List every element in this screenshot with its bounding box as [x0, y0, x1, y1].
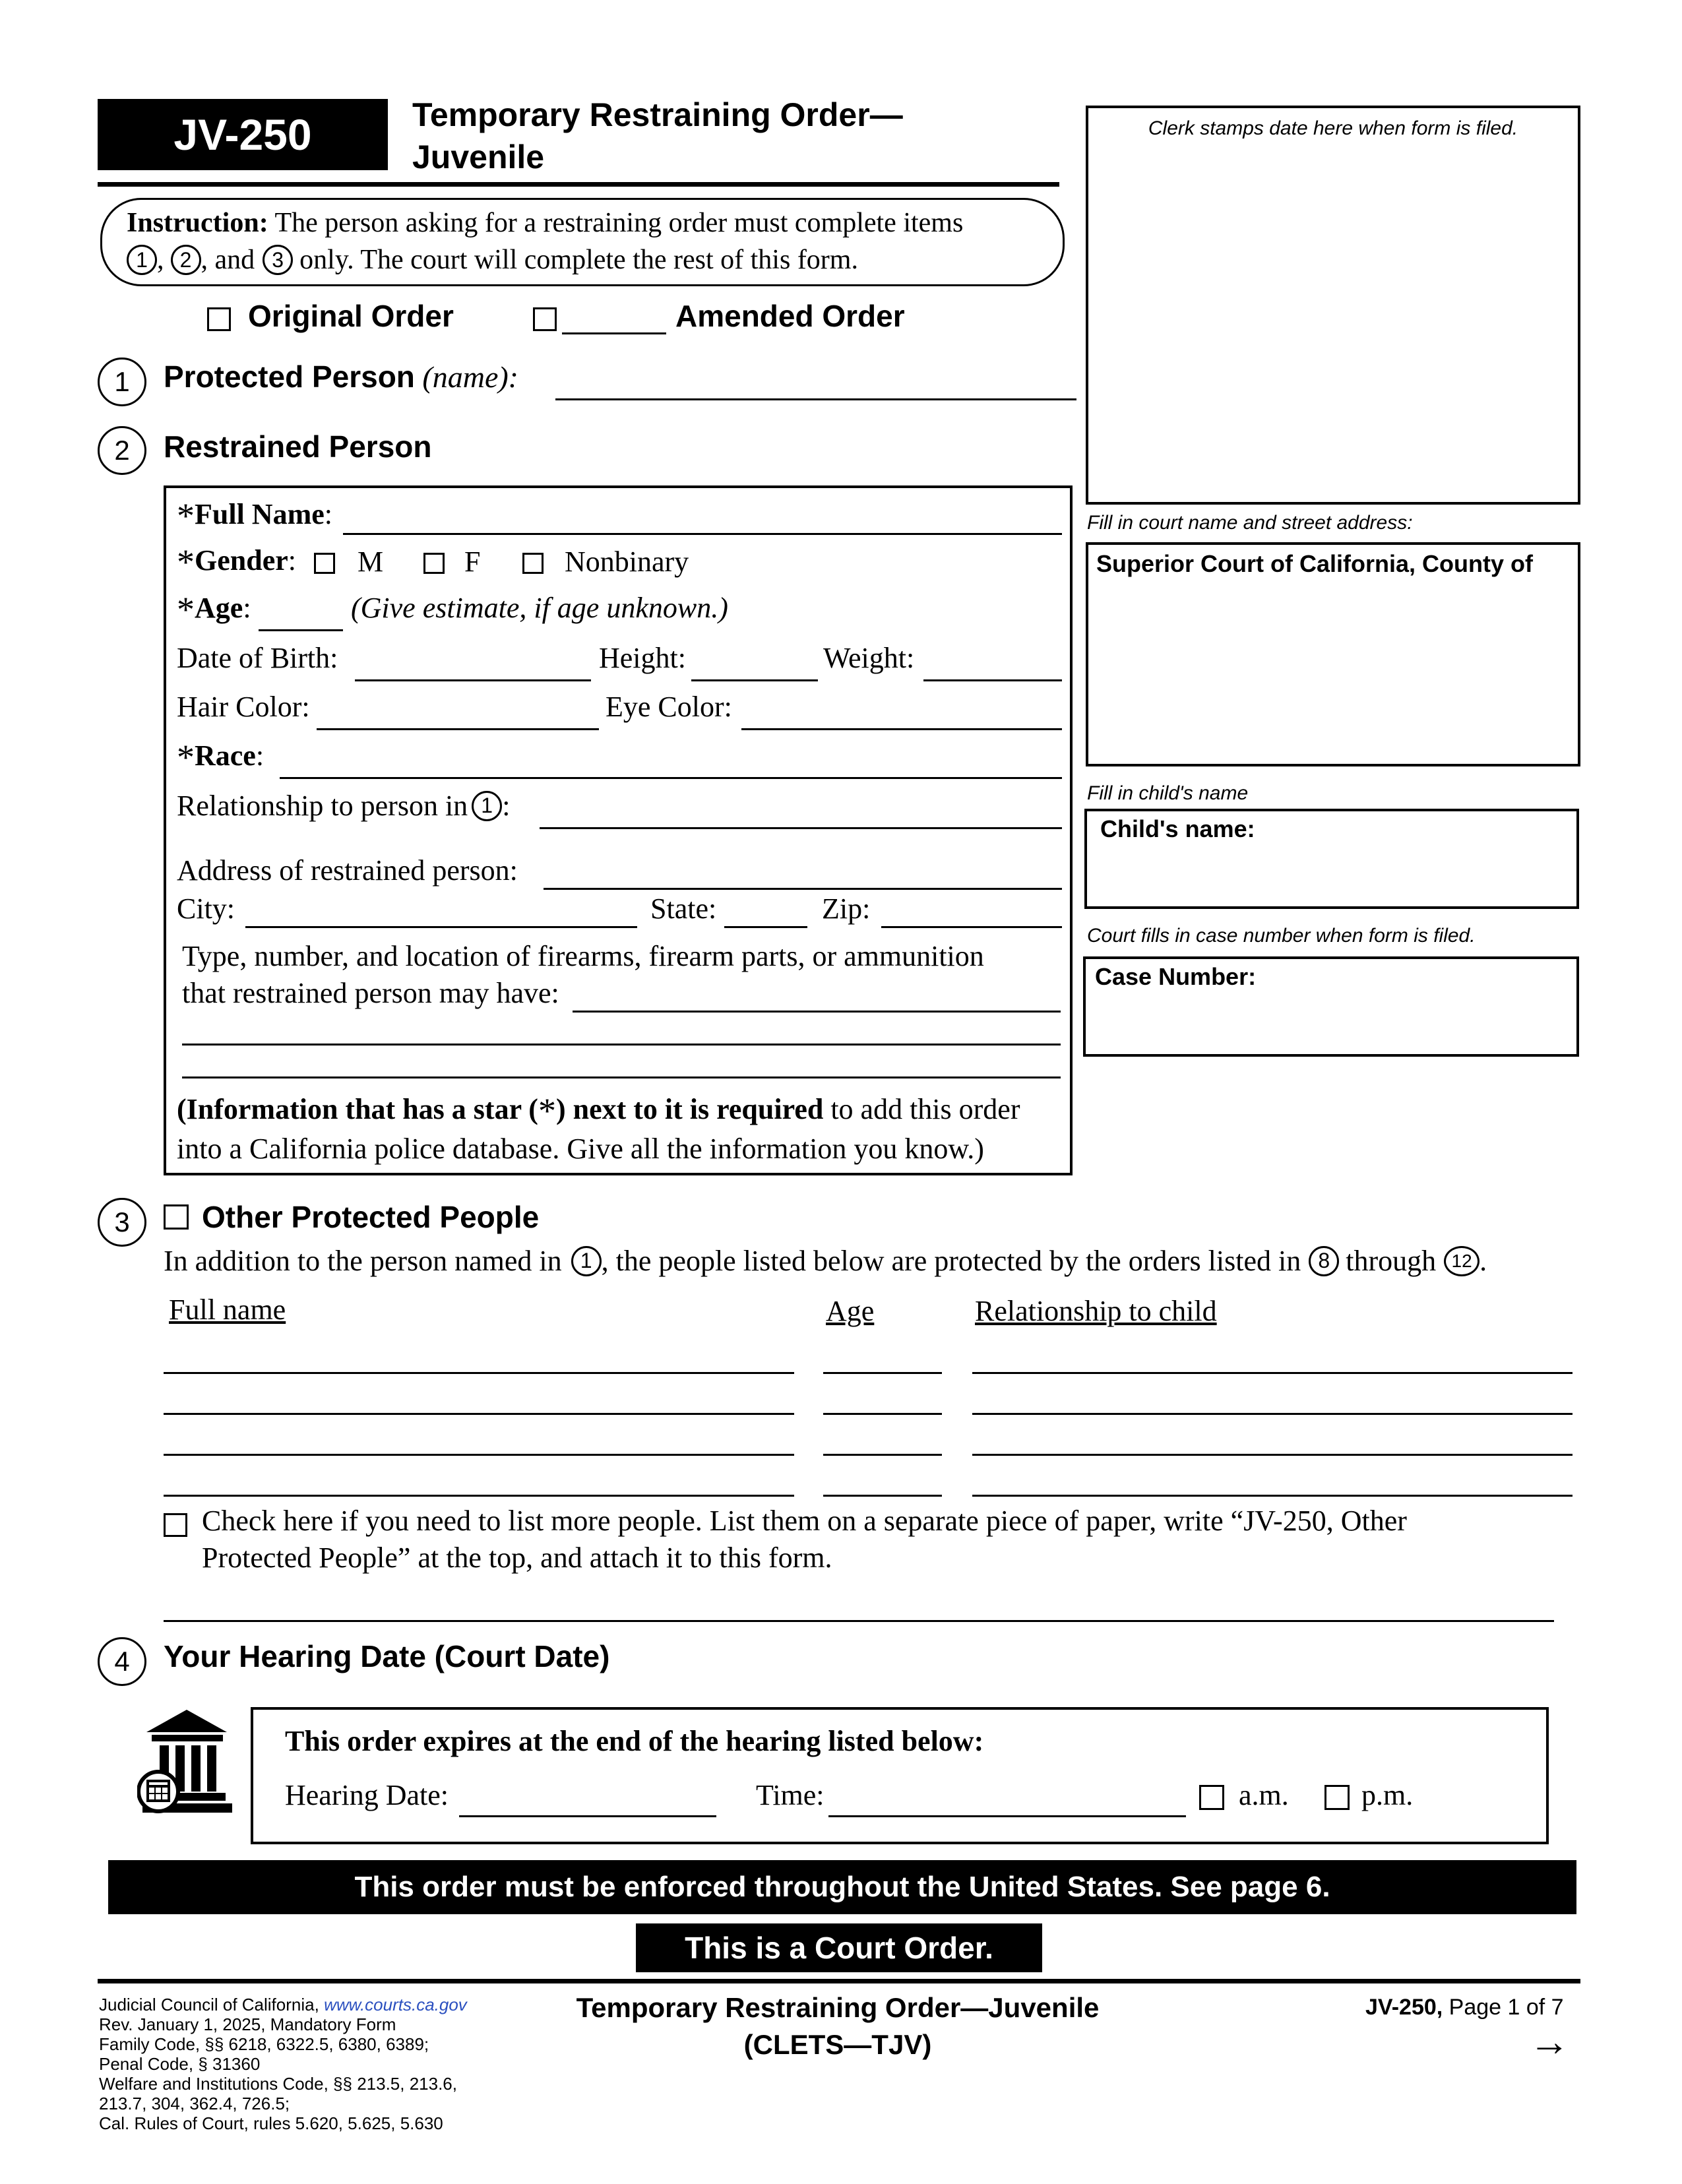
required-info-note-line1 — [177, 1091, 1020, 1131]
footer-welfare-code-1: Welfare and Institutions Code, §§ 213.5, 213.6, — [99, 2074, 457, 2094]
required-star: * — [177, 590, 195, 629]
gender-m-checkbox[interactable] — [314, 553, 335, 574]
race-field[interactable] — [280, 777, 1062, 779]
dob-field[interactable] — [355, 679, 591, 681]
am-checkbox[interactable] — [1199, 1785, 1224, 1810]
firearms-label-line1: Type, number, and location of firearms, firearm parts, or ammunition — [182, 940, 984, 972]
race-row: *Race: — [177, 737, 265, 777]
race-label: Race — [195, 739, 256, 772]
court-order-text: This is a Court Order. — [685, 1931, 993, 1965]
form-title-line1: Temporary Restraining Order— — [412, 96, 903, 133]
state-field[interactable] — [724, 926, 807, 928]
person-row-1-relationship[interactable] — [972, 1372, 1573, 1374]
hearing-date-field[interactable] — [459, 1815, 716, 1817]
clerk-stamp-label: Clerk stamps date here when form is filed. — [1148, 117, 1518, 139]
person-row-1-age[interactable] — [823, 1372, 942, 1374]
form-title — [412, 94, 903, 178]
eye-color-label: Eye Color: — [606, 691, 732, 723]
more-people-checkbox[interactable] — [164, 1513, 187, 1537]
person-row-4-name[interactable] — [164, 1495, 794, 1497]
footer-rule — [98, 1979, 1580, 1983]
item-4-number: 4 — [98, 1637, 146, 1686]
item-3-desc-c: through — [1346, 1245, 1437, 1277]
form-number-badge — [98, 99, 388, 170]
dob-label: Date of Birth: — [177, 642, 338, 674]
required-star: * — [538, 1091, 556, 1131]
height-label: Height: — [599, 642, 686, 674]
state-label: State: — [650, 892, 717, 925]
footer-penal-code: Penal Code, § 31360 — [99, 2054, 261, 2074]
weight-field[interactable] — [923, 679, 1062, 681]
case-number-label: Case Number: — [1095, 963, 1257, 990]
item-3-desc-a: In addition to the person named in — [164, 1245, 562, 1277]
form-title-line2: Juvenile — [412, 139, 545, 175]
instruction-sep2: , and — [201, 245, 255, 275]
person-row-3-name[interactable] — [164, 1454, 794, 1456]
item-1-hint: (name): — [422, 360, 518, 394]
court-order-banner — [636, 1923, 1042, 1972]
city-field[interactable] — [245, 926, 637, 928]
more-people-text-line2: Protected People” at the top, and attach it to this form. — [202, 1542, 832, 1574]
firearms-label-line2: that restrained person may have: — [182, 977, 559, 1009]
instruction-line1 — [127, 204, 963, 241]
other-protected-people-checkbox[interactable] — [164, 1204, 189, 1230]
person-row-3-age[interactable] — [823, 1454, 942, 1456]
height-field[interactable] — [691, 679, 818, 681]
child-box-hint: Fill in child's name — [1087, 782, 1249, 804]
person-row-4-age[interactable] — [823, 1495, 942, 1497]
next-page-arrow-icon[interactable]: → — [1529, 2019, 1570, 2065]
footer-page-info — [1365, 1995, 1564, 2020]
age-label: Age — [195, 592, 243, 624]
zip-label: Zip: — [822, 892, 871, 925]
instruction-lead: Instruction: — [127, 208, 268, 238]
item-3-description — [164, 1244, 1487, 1278]
age-field[interactable] — [259, 629, 343, 631]
eye-color-field[interactable] — [741, 728, 1062, 730]
instruction-text1: The person asking for a restraining order must complete items — [274, 208, 964, 238]
footer-family-code: Family Code, §§ 6218, 6322.5, 6380, 6389; — [99, 2034, 429, 2054]
item-3-desc-d: . — [1480, 1245, 1487, 1277]
protected-person-name-field[interactable] — [555, 398, 1076, 400]
gender-m-label: M — [358, 546, 384, 578]
gender-nonbinary-checkbox[interactable] — [522, 553, 544, 574]
footer-form-ref: JV-250, — [1365, 1995, 1443, 2020]
instruction-item-1: 1 — [127, 245, 157, 275]
address-label: Address of restrained person: — [177, 854, 518, 887]
relationship-item-ref: 1 — [472, 791, 502, 821]
footer-council: Judicial Council of California, — [99, 1995, 319, 2014]
pm-label: p.m. — [1361, 1779, 1414, 1811]
clerk-stamp-box — [1086, 106, 1580, 505]
court-name-box[interactable] — [1086, 542, 1580, 766]
gender-nonbinary-label: Nonbinary — [565, 546, 689, 578]
full-name-label: Full Name — [195, 498, 325, 530]
note-bold-part2: ) next to it is required — [555, 1093, 824, 1125]
court-box-hint: Fill in court name and street address: — [1087, 512, 1413, 534]
item-4-label: Your Hearing Date (Court Date) — [164, 1639, 610, 1673]
case-box-hint: Court fills in case number when form is filed. — [1087, 925, 1476, 947]
footer-url-link[interactable]: www.courts.ca.gov — [324, 1995, 467, 2014]
item-2-label: Restrained Person — [164, 429, 432, 464]
footer-title-line1: Temporary Restraining Order—Juvenile — [576, 1992, 1100, 2023]
person-row-2-name[interactable] — [164, 1413, 794, 1415]
note-rest: to add this order — [823, 1093, 1020, 1125]
column-relationship: Relationship to child — [975, 1295, 1217, 1327]
age-hint: (Give estimate, if age unknown.) — [351, 592, 728, 624]
gender-label: Gender — [195, 544, 288, 577]
hearing-expires-text: This order expires at the end of the hearing listed below: — [285, 1725, 984, 1757]
item-3-number: 3 — [98, 1198, 146, 1247]
child-name-label: Child's name: — [1100, 815, 1255, 842]
firearms-field-3[interactable] — [182, 1076, 1061, 1078]
required-info-note-line2: into a California police database. Give all the information you know.) — [177, 1133, 984, 1165]
footer-page-number: Page 1 of 7 — [1448, 1995, 1564, 2020]
hearing-date-label: Hearing Date: — [285, 1779, 449, 1811]
person-row-2-age[interactable] — [823, 1413, 942, 1415]
relationship-label: Relationship to person in — [177, 790, 468, 822]
city-label: City: — [177, 892, 235, 925]
item-3-ref-8: 8 — [1309, 1246, 1339, 1276]
footer-rules-of-court: Cal. Rules of Court, rules 5.620, 5.625, 5.630 — [99, 2113, 443, 2133]
instruction-line2 — [127, 241, 858, 278]
required-star: * — [177, 496, 195, 536]
firearms-field-2[interactable] — [182, 1044, 1061, 1045]
person-row-1-name[interactable] — [164, 1372, 794, 1374]
person-row-4-relationship[interactable] — [972, 1495, 1573, 1497]
item-1-label: Protected Person — [164, 359, 415, 394]
original-order-label: Original Order — [248, 299, 454, 333]
column-age: Age — [826, 1295, 875, 1327]
hearing-time-field[interactable] — [828, 1815, 1186, 1817]
gender-f-checkbox[interactable] — [423, 553, 445, 574]
more-people-text-line1: Check here if you need to list more people. List them on a separate piece of paper, write “JV-250, Other — [202, 1505, 1407, 1537]
case-number-box[interactable] — [1083, 956, 1579, 1057]
pm-checkbox[interactable] — [1324, 1785, 1350, 1810]
footer-rev: Rev. January 1, 2025, Mandatory Form — [99, 2014, 396, 2034]
item-3-ref-1: 1 — [571, 1246, 602, 1276]
footer-welfare-code-2: 213.7, 304, 362.4, 726.5; — [99, 2094, 290, 2113]
item-3-label: Other Protected People — [202, 1200, 540, 1234]
footer-council-line — [99, 1995, 467, 2014]
item-3-desc-b: , the people listed below are protected by the orders listed in — [601, 1245, 1301, 1277]
person-row-3-relationship[interactable] — [972, 1454, 1573, 1456]
firearms-field-1[interactable] — [573, 1011, 1061, 1013]
person-row-2-relationship[interactable] — [972, 1413, 1573, 1415]
relationship-field[interactable] — [540, 827, 1062, 829]
gender-f-label: F — [464, 546, 481, 578]
original-order-checkbox[interactable] — [207, 307, 231, 331]
amended-order-checkbox[interactable] — [533, 307, 557, 331]
header-rule — [98, 182, 1059, 187]
enforcement-banner — [108, 1860, 1576, 1914]
weight-label: Weight: — [823, 642, 915, 674]
item-1-number: 1 — [98, 358, 146, 406]
required-star: * — [177, 542, 195, 582]
item-2-number: 2 — [98, 426, 146, 475]
age-row: *Age: — [177, 590, 251, 629]
column-full-name: Full name — [169, 1294, 286, 1326]
required-star: * — [177, 737, 195, 777]
court-name-label: Superior Court of California, County of — [1096, 550, 1533, 577]
gender-row: *Gender: — [177, 542, 296, 582]
instruction-item-2: 2 — [171, 245, 201, 275]
item-3-separator — [164, 1620, 1554, 1622]
instruction-sep1: , — [157, 245, 164, 275]
footer-title — [488, 1989, 1187, 2063]
hearing-time-label: Time: — [756, 1779, 825, 1811]
instruction-item-3: 3 — [263, 245, 293, 275]
footer-title-line2: (CLETS—TJV) — [743, 2029, 932, 2060]
instruction-text2: only. The court will complete the rest of this form. — [299, 245, 858, 275]
zip-field[interactable] — [881, 926, 1062, 928]
child-name-box[interactable] — [1084, 809, 1579, 909]
full-name-field[interactable] — [343, 533, 1062, 535]
courthouse-calendar-icon — [137, 1707, 236, 1819]
item-1-heading — [164, 359, 518, 394]
am-label: a.m. — [1239, 1779, 1289, 1811]
amended-order-number-field[interactable] — [562, 332, 666, 334]
enforcement-banner-text: This order must be enforced throughout the United States. See page 6. — [354, 1871, 1330, 1903]
item-3-ref-12: 12 — [1444, 1246, 1480, 1276]
address-field[interactable] — [544, 888, 1062, 890]
amended-order-label: Amended Order — [675, 299, 905, 333]
note-bold-part1: (Information that has a star ( — [177, 1093, 538, 1125]
relationship-row: Relationship to person in 1 : — [177, 790, 511, 822]
form-number: JV-250 — [173, 110, 312, 159]
full-name-row: *Full Name: — [177, 496, 332, 536]
restrained-person-box — [164, 485, 1073, 1175]
footer-citations — [99, 1995, 467, 2133]
hair-color-field[interactable] — [317, 728, 599, 730]
hair-color-label: Hair Color: — [177, 691, 310, 723]
